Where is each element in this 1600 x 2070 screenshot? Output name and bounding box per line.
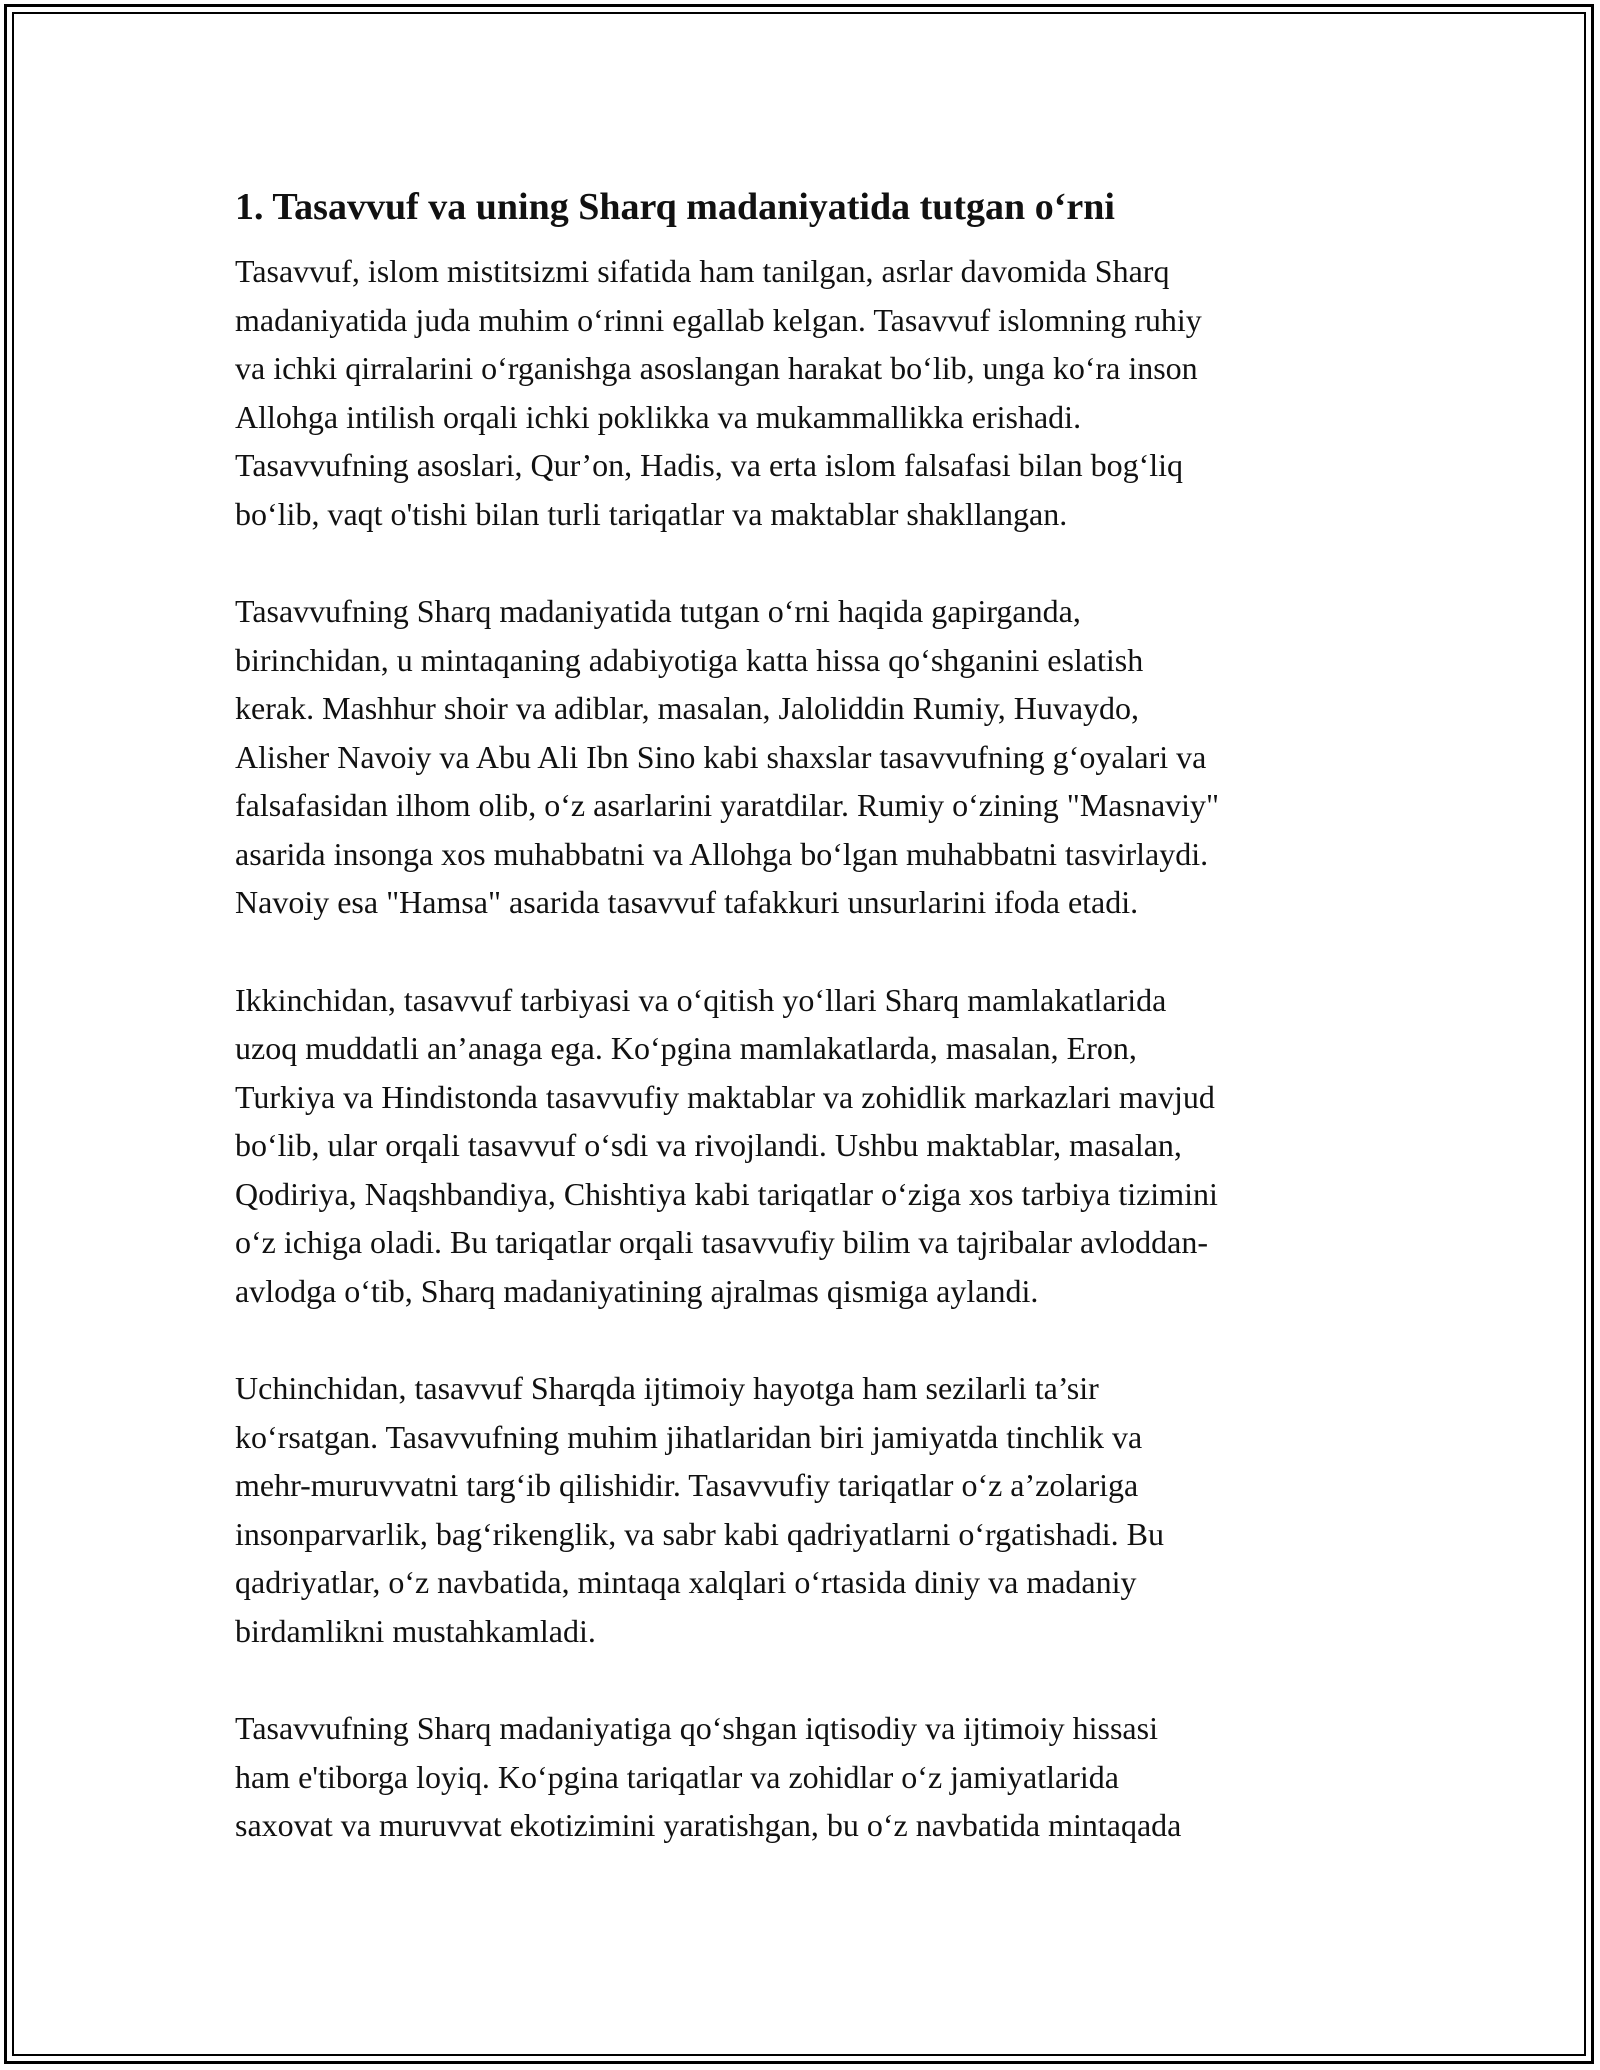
text-line: Allohga intilish orqali ichki poklikka va mukammallikka erishadi. xyxy=(235,398,1082,435)
document-body xyxy=(235,183,1370,1899)
text-line: birinchidan, u mintaqaning adabiyotiga katta hissa qo‘shganini eslatish xyxy=(235,641,1144,678)
text-line: Ikkinchidan, tasavvuf tarbiyasi va o‘qitish yo‘llari Sharq mamlakatlarida xyxy=(235,981,1167,1018)
text-line: saxovat va muruvvat ekotizimini yaratishgan, bu o‘z navbatida mintaqada xyxy=(235,1807,1182,1843)
text-line: Navoiy esa "Hamsa" asarida tasavvuf tafakkuri unsurlarini ifoda etadi. xyxy=(235,884,1139,920)
text-line: Tasavvufning asoslari, Qur’on, Hadis, va erta islom falsafasi bilan bog‘liq xyxy=(235,447,1184,483)
text-line: bo‘lib, ular orqali tasavvuf o‘sdi va rivojlandi. Ushbu maktablar, masalan, xyxy=(235,1127,1182,1163)
text-line: Uchinchidan, tasavvuf Sharqda ijtimoiy hayotga ham sezilarli ta’sir xyxy=(235,1370,1099,1406)
text-line: o‘z ichiga oladi. Bu tariqatlar orqali tasavvufiy bilim va tajribalar avloddan- xyxy=(235,1224,1208,1260)
text-line: insonparvarlik, bag‘rikenglik, va sabr kabi qadriyatlarni o‘rgatishadi. Bu xyxy=(235,1515,1164,1552)
text-line: ham e'tiborga loyiq. Ko‘pgina tariqatlar va zohidlar o‘z jamiyatlarida xyxy=(235,1758,1119,1795)
text-line: falsafasidan ilhom olib, o‘z asarlarini yaratdilar. Rumiy o‘zining "Masnaviy" xyxy=(235,787,1220,823)
text-line: mehr-muruvvatni targ‘ib qilishidir. Tasavvufiy tariqatlar o‘z a’zolariga xyxy=(235,1467,1139,1503)
text-line: Alisher Navoiy va Abu Ali Ibn Sino kabi shaxslar tasavvufning g‘oyalari va xyxy=(235,738,1207,775)
text-line: Turkiya va Hindistonda tasavvufiy maktablar va zohidlik markazlari mavjud xyxy=(235,1078,1215,1115)
text-line: Tasavvuf, islom mistitsizmi sifatida ham tanilgan, asrlar davomida Sharq xyxy=(235,253,1170,289)
text-line: ko‘rsatgan. Tasavvufning muhim jihatlaridan biri jamiyatda tinchlik va xyxy=(235,1418,1143,1455)
paragraph-1 xyxy=(235,247,1370,538)
section-heading: 1. Tasavvuf va uning Sharq madaniyatida tutgan o‘rni xyxy=(235,186,1115,228)
text-line: avlodga o‘tib, Sharq madaniyatining ajralmas qismiga aylandi. xyxy=(235,1272,1039,1309)
text-line: birdamlikni mustahkamladi. xyxy=(235,1612,596,1649)
paragraph-5 xyxy=(235,1704,1370,1850)
paragraph-2 xyxy=(235,587,1370,927)
paragraph-4 xyxy=(235,1364,1370,1655)
text-line: Tasavvufning Sharq madaniyatida tutgan o‘rni haqida gapirganda, xyxy=(235,593,1081,629)
text-line: qadriyatlar, o‘z navbatida, mintaqa xalqlari o‘rtasida diniy va madaniy xyxy=(235,1564,1137,1600)
text-line: bo‘lib, vaqt o'tishi bilan turli tariqatlar va maktablar shakllangan. xyxy=(235,495,1068,532)
text-line: madaniyatida juda muhim o‘rinni egallab kelgan. Tasavvuf islomning ruhiy xyxy=(235,301,1202,338)
text-line: Qodiriya, Naqshbandiya, Chishtiya kabi tariqatlar o‘ziga xos tarbiya tizimini xyxy=(235,1175,1218,1212)
text-line: uzoq muddatli an’anaga ega. Ko‘pgina mamlakatlarda, masalan, Eron, xyxy=(235,1030,1137,1066)
text-line: kerak. Mashhur shoir va adiblar, masalan, Jaloliddin Rumiy, Huvaydo, xyxy=(235,690,1140,726)
paragraph-3 xyxy=(235,976,1370,1316)
text-line: va ichki qirralarini o‘rganishga asoslangan harakat bo‘lib, unga ko‘ra inson xyxy=(235,350,1198,386)
text-line: asarida insonga xos muhabbatni va Allohga bo‘lgan muhabbatni tasvirlaydi. xyxy=(235,835,1209,872)
text-line: Tasavvufning Sharq madaniyatiga qo‘shgan iqtisodiy va ijtimoiy hissasi xyxy=(235,1710,1158,1746)
